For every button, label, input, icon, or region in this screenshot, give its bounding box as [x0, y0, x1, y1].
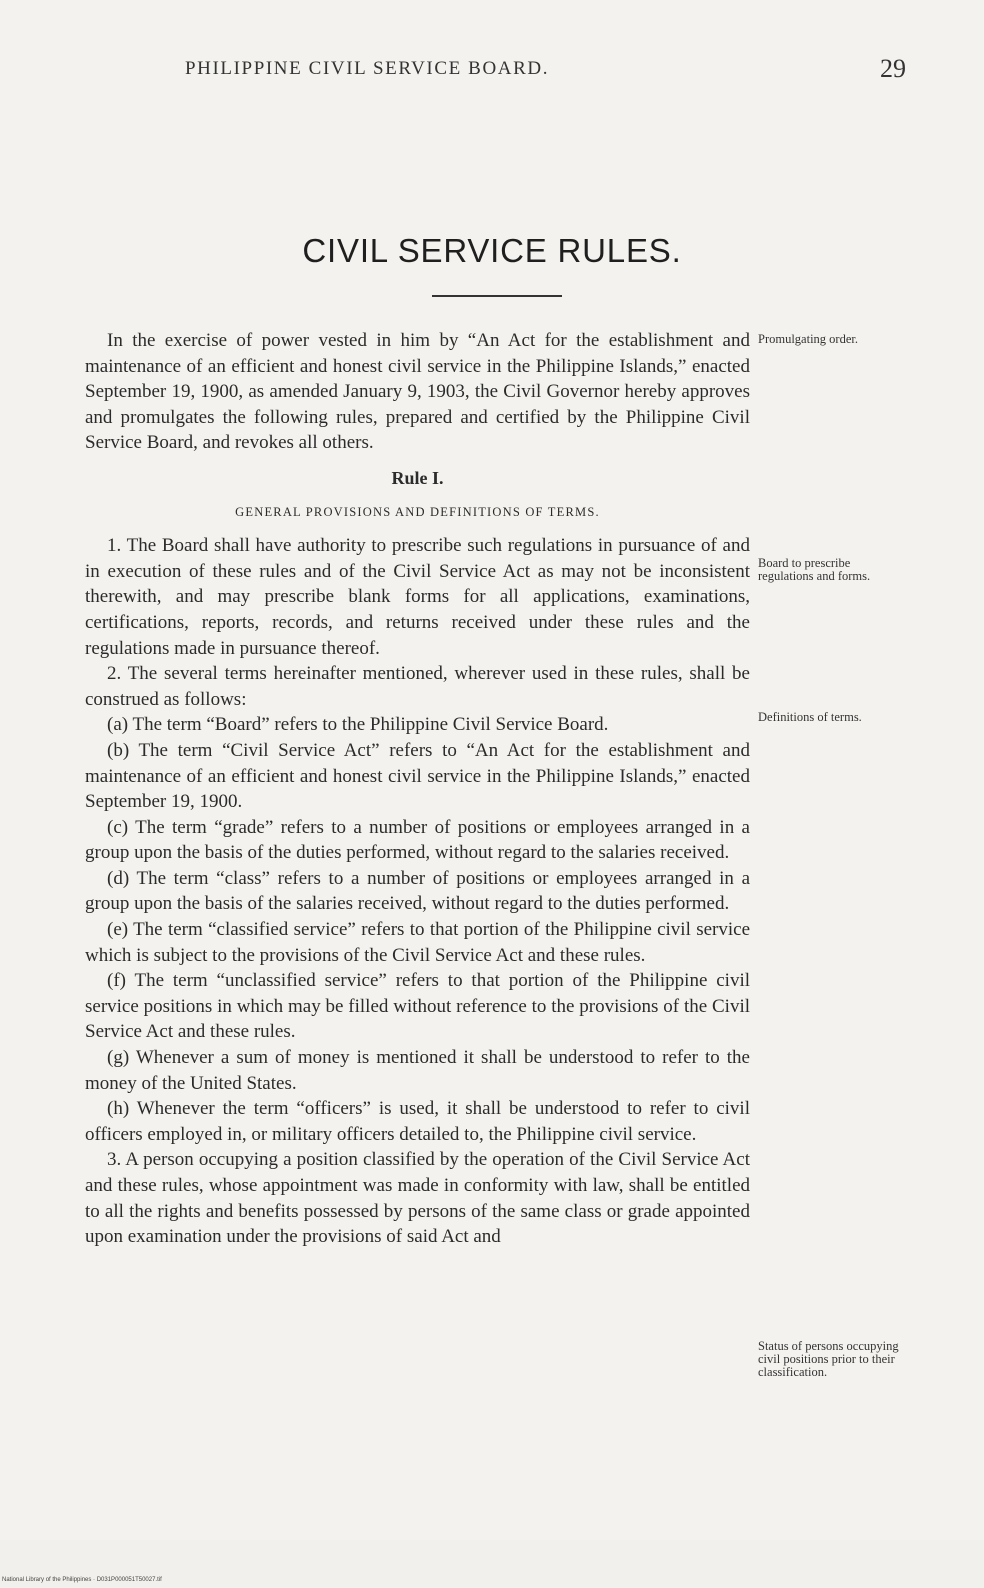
page-number: 29 [880, 54, 906, 83]
definition-d: (d) The term “class” refers to a number of positions or employees arranged in a group upon the basis of the salaries received, without regard to the duties performed. [85, 867, 750, 915]
title-divider [432, 295, 562, 297]
definition-g: (g) Whenever a sum of money is mentioned it shall be understood to refer to the money of the United States. [85, 1047, 750, 1094]
footer-credit: National Library of the Philippines · D031P000051T50027.tif [2, 1577, 162, 1583]
page-title: CIVIL SERVICE RULES. [302, 232, 682, 269]
margin-note-definitions: Definitions of terms. [758, 710, 862, 724]
definition-b: (b) The term “Civil Service Act” refers to “An Act for the establishment and maintenance of an efficient and honest civil service in the Philippine Islands,” enacted September 19, 1900. [85, 739, 750, 813]
running-head: PHILIPPINE CIVIL SERVICE BOARD. [185, 58, 550, 79]
margin-note-board: Board to prescribe regulations and forms. [758, 556, 871, 583]
definition-h: (h) Whenever the term “officers” is used, it shall be understood to refer to civil officers employed in, or military officers detailed to, the Philippine civil service. [85, 1098, 750, 1145]
margin-note-status: Status of persons occupying civil positions prior to their classification. [758, 1339, 899, 1379]
definition-f: (f) The term “unclassified service” refers to that portion of the Philippine civil service positions in which may be filled without reference to the provisions of the Civil Service Act and these rules. [85, 970, 750, 1043]
paragraph-3: 3. A person occupying a position classified by the operation of the Civil Service Act and these rules, whose appointment was made in conformity with law, shall be entitled to all the rights and benefits possessed by persons of the same class or grade appointed upon examination under the provisions of said Act and [85, 1149, 750, 1248]
paragraph-2: 2. The several terms hereinafter mentioned, wherever used in these rules, shall be construed as follows: [85, 663, 750, 710]
rule-heading: Rule I. [391, 467, 444, 488]
definition-e: (e) The term “classified service” refers to that portion of the Philippine civil service which is subject to the provisions of the Civil Service Act and these rules. [85, 919, 750, 966]
body-text [85, 328, 750, 1250]
intro-paragraph: In the exercise of power vested in him by “An Act for the establishment and maintenance of an efficient and honest civil service in the Philippine Islands,” enacted September 19, 1900, as amended January 9, 1903, the Civil Governor hereby approves and promulgates the following rules, prepared and certified by the Philippine Civil Service Board, and revokes all others. [85, 330, 750, 454]
definition-a: (a) The term “Board” refers to the Philippine Civil Service Board. [107, 714, 609, 736]
margin-note-promulgating: Promulgating order. [758, 332, 858, 346]
paragraph-1: 1. The Board shall have authority to prescribe such regulations in pursuance of and in execution of these rules and of the Civil Service Act as may not be inconsistent therewith, and may prescribe blank forms for all applications, examinations, certifications, reports, records, and returns received under these rules and the regulations made in pursuance thereof. [85, 535, 750, 659]
definition-c: (c) The term “grade” refers to a number of positions or employees arranged in a group upon the basis of the duties performed, without regard to the salaries received. [85, 816, 750, 864]
section-heading: GENERAL PROVISIONS AND DEFINITIONS OF TERMS. [235, 504, 600, 519]
